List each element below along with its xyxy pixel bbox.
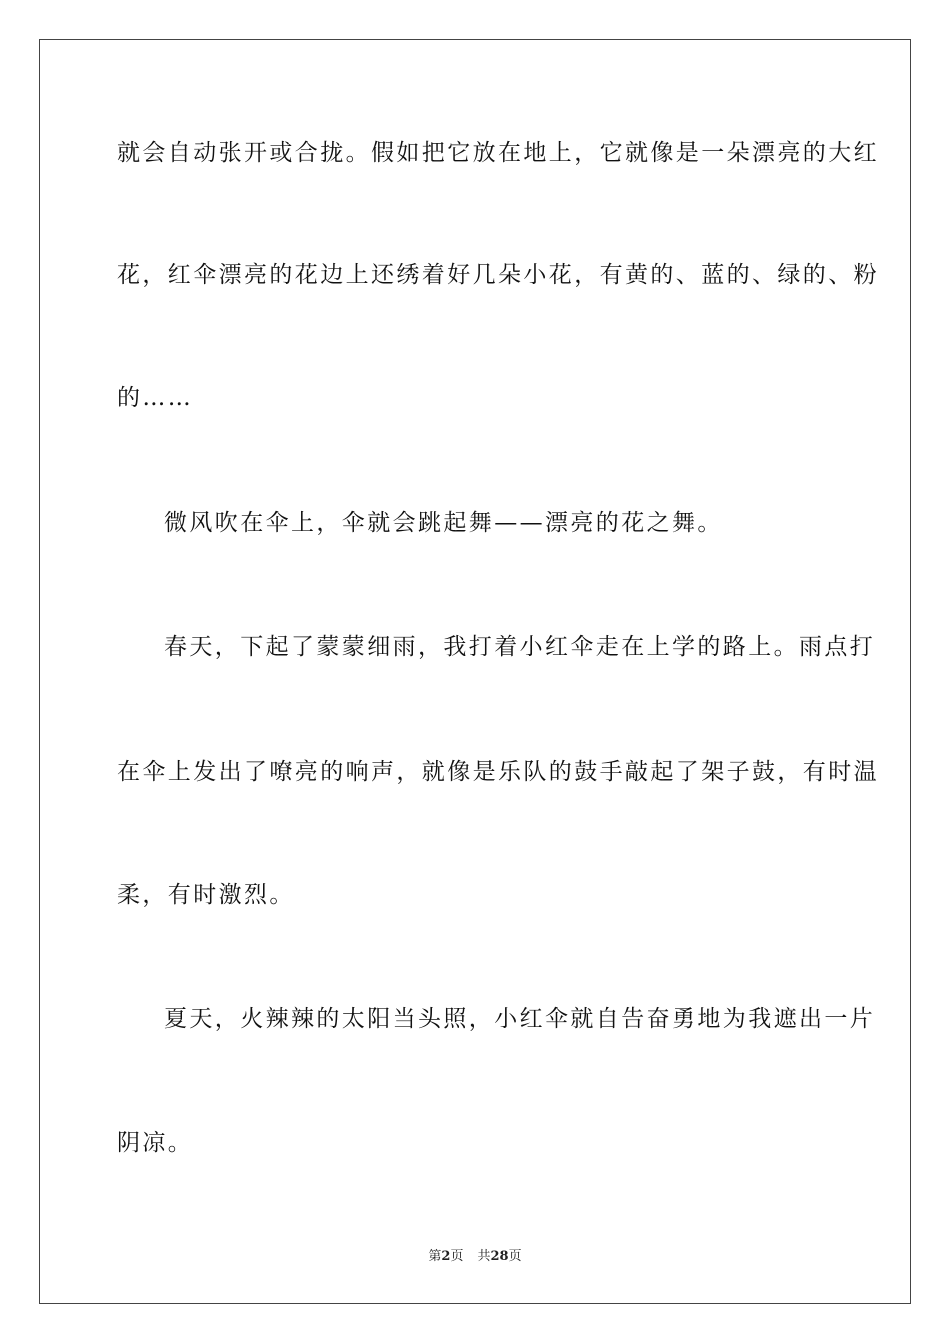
total-suffix: 页 [508,1249,522,1264]
text-line-4: 微风吹在伞上，伞就会跳起舞——漂亮的花之舞。 [164,510,723,536]
page-prefix: 第 [428,1249,442,1264]
total-prefix: 共 [477,1249,491,1264]
text-line-1: 就会自动张开或合拢。假如把它放在地上，它就像是一朵漂亮的大红 [117,140,879,166]
page-frame [39,39,911,1304]
text-line-3: 的…… [117,385,194,411]
page-footer [0,1248,950,1266]
text-line-6: 在伞上发出了嘹亮的响声，就像是乐队的鼓手敲起了架子鼓，有时温 [117,759,879,785]
total-pages: 28 [490,1249,509,1264]
text-line-9: 阴凉。 [117,1130,194,1156]
text-line-2: 花，红伞漂亮的花边上还绣着好几朵小花，有黄的、蓝的、绿的、粉 [117,262,879,288]
text-line-7: 柔，有时激烈。 [117,882,295,908]
page-number: 2 [441,1249,451,1264]
text-line-5: 春天，下起了蒙蒙细雨，我打着小红伞走在上学的路上。雨点打 [164,634,876,660]
text-line-8: 夏天，火辣辣的太阳当头照，小红伞就自告奋勇地为我遮出一片 [164,1006,876,1032]
page-suffix: 页 [450,1249,464,1264]
